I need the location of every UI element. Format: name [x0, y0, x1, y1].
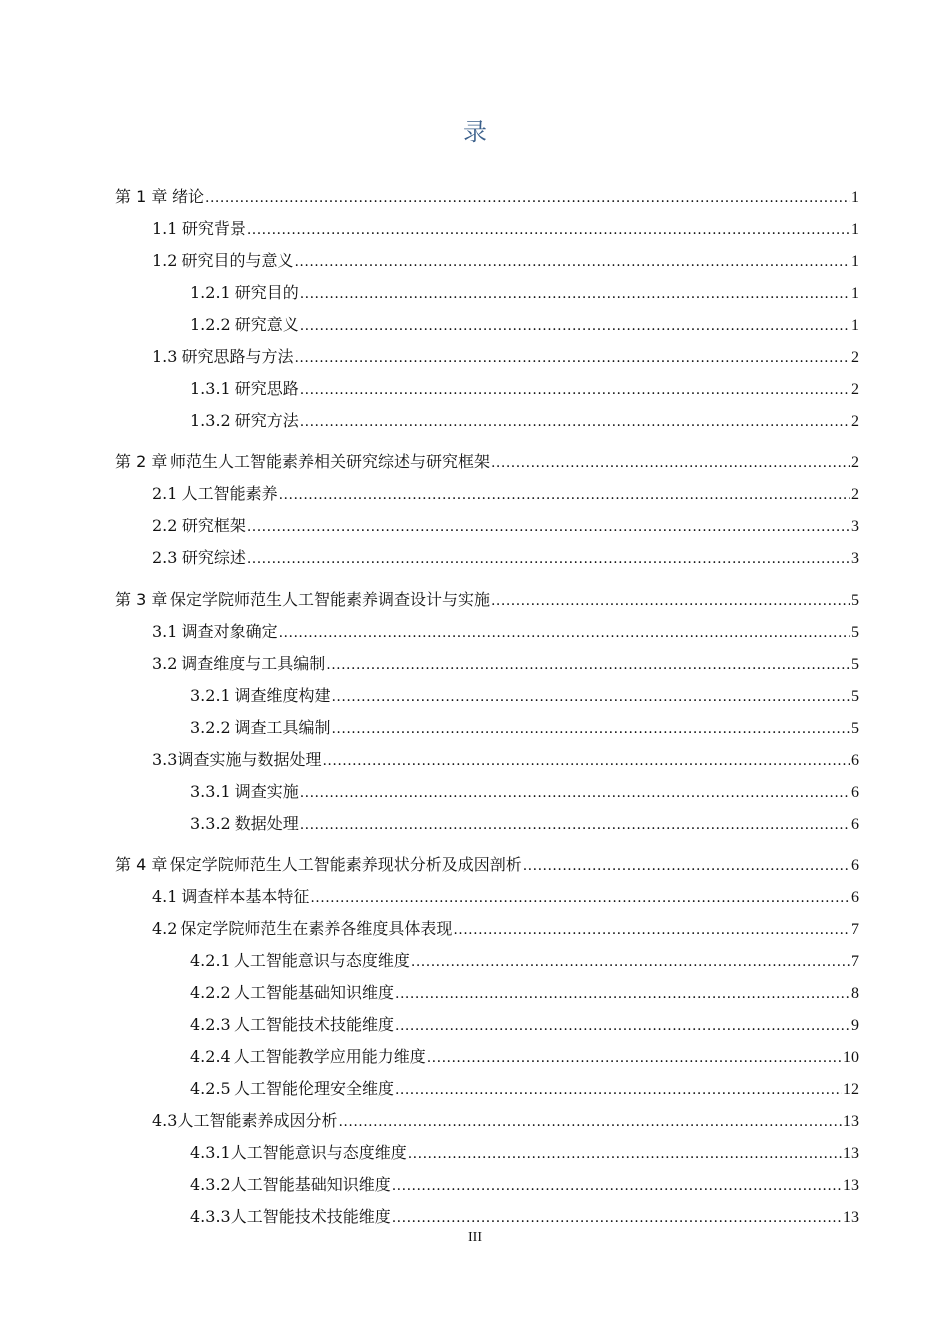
dot-leader: [491, 589, 850, 613]
toc-entry[interactable]: [0, 450, 950, 474]
toc-entry-label: 保定学院师范生人工智能素养调查设计与实施: [169, 590, 490, 609]
toc-entry-number: 第 2 章: [115, 452, 168, 471]
toc-entry-number: 4.2.2: [190, 983, 231, 1002]
toc-entry-number: 1.2: [152, 251, 178, 270]
toc-entry-number: 4.1: [152, 887, 178, 906]
toc-entry[interactable]: [0, 249, 950, 273]
toc-entry-label: 人工智能意识与态度维度: [230, 1143, 407, 1162]
toc-entry-number: 2.3: [152, 548, 178, 567]
dot-leader: [331, 717, 850, 741]
toc-entry-label: 绪论: [172, 187, 205, 206]
toc-entry-label: 调查工具编制: [234, 718, 331, 737]
toc-entry[interactable]: [0, 514, 950, 538]
toc-entry-label: 人工智能技术技能维度: [230, 1207, 391, 1226]
toc-entry-number: 4.2.3: [190, 1015, 231, 1034]
toc-entry-number: 1.2.2: [190, 315, 231, 334]
dot-leader: [300, 813, 850, 837]
toc-entry[interactable]: [0, 812, 950, 836]
toc-entry-page-number: 6: [851, 784, 859, 801]
toc-entry-label: 师范生人工智能素养相关研究综述与研究框架: [169, 452, 490, 471]
toc-entry-page-number: 6: [851, 889, 859, 906]
toc-entry-number: 第 1 章: [115, 187, 168, 206]
toc-entry-page-number: 1: [851, 221, 859, 238]
dot-leader: [300, 781, 850, 805]
toc-entry-label: 研究方法: [234, 411, 299, 430]
toc-entry-number: 3.1: [152, 622, 178, 641]
toc-entry[interactable]: [0, 1205, 950, 1229]
toc-entry-page-number: 9: [851, 1017, 859, 1034]
toc-entry-label: 研究意义: [234, 315, 299, 334]
toc-entry-number: 1.2.1: [190, 283, 231, 302]
dot-leader: [392, 1174, 842, 1198]
toc-entry-page-number: 2: [851, 486, 859, 503]
toc-entry[interactable]: [0, 281, 950, 305]
toc-entry-page-number: 13: [843, 1145, 859, 1162]
toc-entry-page-number: 2: [851, 454, 859, 471]
toc-entry-number: 2.2: [152, 516, 178, 535]
dot-leader: [294, 346, 850, 370]
dot-leader: [395, 1078, 842, 1102]
toc-entry-number: 1.3.1: [190, 379, 231, 398]
toc-entry-label: 研究目的: [234, 283, 299, 302]
toc-entry-page-number: 13: [843, 1209, 859, 1226]
toc-entry[interactable]: [0, 1173, 950, 1197]
toc-entry-page-number: 5: [851, 624, 859, 641]
toc-entry[interactable]: [0, 748, 950, 772]
toc-entry-number: 第 4 章: [115, 855, 168, 874]
toc-entry-number: 4.3.1: [190, 1143, 231, 1162]
toc-entry[interactable]: [0, 546, 950, 570]
dot-leader: [427, 1046, 842, 1070]
toc-entry-page-number: 7: [851, 953, 859, 970]
toc-entry-page-number: 1: [851, 317, 859, 334]
dot-leader: [279, 483, 850, 507]
toc-entry-page-number: 5: [851, 688, 859, 705]
toc-entry-label: 人工智能伦理安全维度: [233, 1079, 394, 1098]
toc-entry-label: 调查实施: [234, 782, 299, 801]
toc-entry-label: 人工智能基础知识维度: [234, 983, 395, 1002]
toc-entry[interactable]: [0, 917, 950, 941]
dot-leader: [408, 1142, 842, 1166]
toc-entry[interactable]: [0, 620, 950, 644]
dot-leader: [310, 886, 850, 910]
toc-entry-label: 研究背景: [181, 219, 246, 238]
toc-entry-page-number: 6: [851, 816, 859, 833]
toc-entry[interactable]: [0, 588, 950, 612]
dot-leader: [247, 515, 850, 539]
toc-entry-page-number: 7: [851, 921, 859, 938]
toc-entry-label: 研究思路: [234, 379, 299, 398]
toc-entry-number: 3.2.2: [190, 718, 231, 737]
toc-entry-label: 人工智能素养成因分析: [177, 1111, 338, 1130]
dot-leader: [395, 982, 850, 1006]
toc-entry-number: 4.3.3: [190, 1207, 231, 1226]
toc-entry-number: 第 3 章: [115, 590, 168, 609]
toc-entry-number: 1.3.2: [190, 411, 231, 430]
toc-entry[interactable]: [0, 185, 950, 209]
toc-entry-label: 调查实施与数据处理: [177, 750, 322, 769]
toc-entry[interactable]: [0, 1077, 950, 1101]
toc-entry-page-number: 2: [851, 381, 859, 398]
toc-entry-label: 人工智能技术技能维度: [234, 1015, 395, 1034]
toc-entry[interactable]: [0, 1109, 950, 1133]
dot-leader: [322, 749, 850, 773]
toc-entry[interactable]: [0, 409, 950, 433]
toc-entry-number: 1.1: [152, 219, 178, 238]
page-number-footer: III: [468, 1230, 482, 1245]
toc-entry-label: 研究框架: [181, 516, 246, 535]
toc-entry-number: 1.3: [152, 347, 178, 366]
toc-entry-label: 研究目的与意义: [181, 251, 294, 270]
toc-entry-page-number: 8: [851, 985, 859, 1002]
toc-entry-page-number: 1: [851, 285, 859, 302]
dot-leader: [392, 1206, 842, 1230]
toc-entry-page-number: 5: [851, 720, 859, 737]
dot-leader: [279, 621, 850, 645]
toc-entry-label: 保定学院师范生人工智能素养现状分析及成因剖析: [169, 855, 522, 874]
toc-entry[interactable]: [0, 345, 950, 369]
toc-entry-number: 4.2.4: [190, 1047, 231, 1066]
toc-entry-label: 调查样本基本特征: [181, 887, 310, 906]
dot-leader: [395, 1014, 850, 1038]
toc-entry[interactable]: [0, 1013, 950, 1037]
dot-leader: [205, 186, 850, 210]
toc-entry-page-number: 3: [851, 550, 859, 567]
toc-entry-number: 3.2.1: [190, 686, 231, 705]
toc-entry-label: 人工智能基础知识维度: [230, 1175, 391, 1194]
toc-entry-number: 3.3.2: [190, 814, 231, 833]
toc-entry[interactable]: [0, 482, 950, 506]
dot-leader: [338, 1110, 842, 1134]
toc-entry-page-number: 10: [843, 1049, 859, 1066]
toc-entry-number: 4.2.5: [190, 1079, 231, 1098]
dot-leader: [300, 314, 850, 338]
toc-entry-label: 人工智能教学应用能力维度: [233, 1047, 426, 1066]
toc-entry-number: 3.3.1: [190, 782, 231, 801]
toc-entry-number: 2.1: [152, 484, 178, 503]
toc-entry-label: 人工智能素养: [181, 484, 278, 503]
dot-leader: [326, 653, 850, 677]
dot-leader: [300, 410, 850, 434]
toc-entry-page-number: 12: [843, 1081, 859, 1098]
dot-leader: [453, 918, 850, 942]
toc-entry[interactable]: [0, 217, 950, 241]
toc-entry-page-number: 6: [851, 752, 859, 769]
toc-entry-page-number: 6: [851, 857, 859, 874]
dot-leader: [491, 451, 850, 475]
toc-entry[interactable]: [0, 1141, 950, 1165]
toc-entry[interactable]: [0, 716, 950, 740]
toc-entry[interactable]: [0, 853, 950, 877]
toc-entry-number: 4.2.1: [190, 951, 231, 970]
dot-leader: [300, 378, 850, 402]
toc-entry-number: 4.2: [152, 919, 178, 938]
toc-entry-label: 保定学院师范生在素养各维度具体表现: [180, 919, 453, 938]
dot-leader: [411, 950, 850, 974]
toc-entry[interactable]: [0, 1045, 950, 1069]
toc-entry-page-number: 5: [851, 656, 859, 673]
toc-entry[interactable]: [0, 684, 950, 708]
toc-entry[interactable]: [0, 885, 950, 909]
toc-entry[interactable]: [0, 377, 950, 401]
toc-entry[interactable]: [0, 981, 950, 1005]
toc-entry-page-number: 5: [851, 592, 859, 609]
toc-entry-label: 调查维度构建: [234, 686, 331, 705]
toc-entry[interactable]: [0, 780, 950, 804]
toc-entry-label: 研究综述: [181, 548, 246, 567]
toc-title: 录: [463, 118, 487, 146]
dot-leader: [247, 218, 850, 242]
toc-entry-page-number: 2: [851, 413, 859, 430]
toc-entry[interactable]: [0, 313, 950, 337]
toc-entry-number: 4.3: [152, 1111, 178, 1130]
toc-entry-label: 调查维度与工具编制: [181, 654, 326, 673]
toc-entry-page-number: 1: [851, 189, 859, 206]
toc-entry-page-number: 1: [851, 253, 859, 270]
toc-entry-label: 数据处理: [234, 814, 299, 833]
toc-entry-page-number: 13: [843, 1113, 859, 1130]
dot-leader: [294, 250, 850, 274]
dot-leader: [247, 547, 850, 571]
toc-entry[interactable]: [0, 652, 950, 676]
toc-entry-label: 调查对象确定: [181, 622, 278, 641]
dot-leader: [331, 685, 850, 709]
toc-entry-page-number: 3: [851, 518, 859, 535]
toc-entry-label: 研究思路与方法: [181, 347, 294, 366]
dot-leader: [523, 854, 850, 878]
toc-entry-number: 4.3.2: [190, 1175, 231, 1194]
toc-entry-number: 3.3: [152, 750, 178, 769]
toc-entry[interactable]: [0, 949, 950, 973]
toc-entry-page-number: 13: [843, 1177, 859, 1194]
toc-entry-page-number: 2: [851, 349, 859, 366]
toc-entry-number: 3.2: [152, 654, 178, 673]
dot-leader: [300, 282, 850, 306]
toc-entry-label: 人工智能意识与态度维度: [233, 951, 410, 970]
